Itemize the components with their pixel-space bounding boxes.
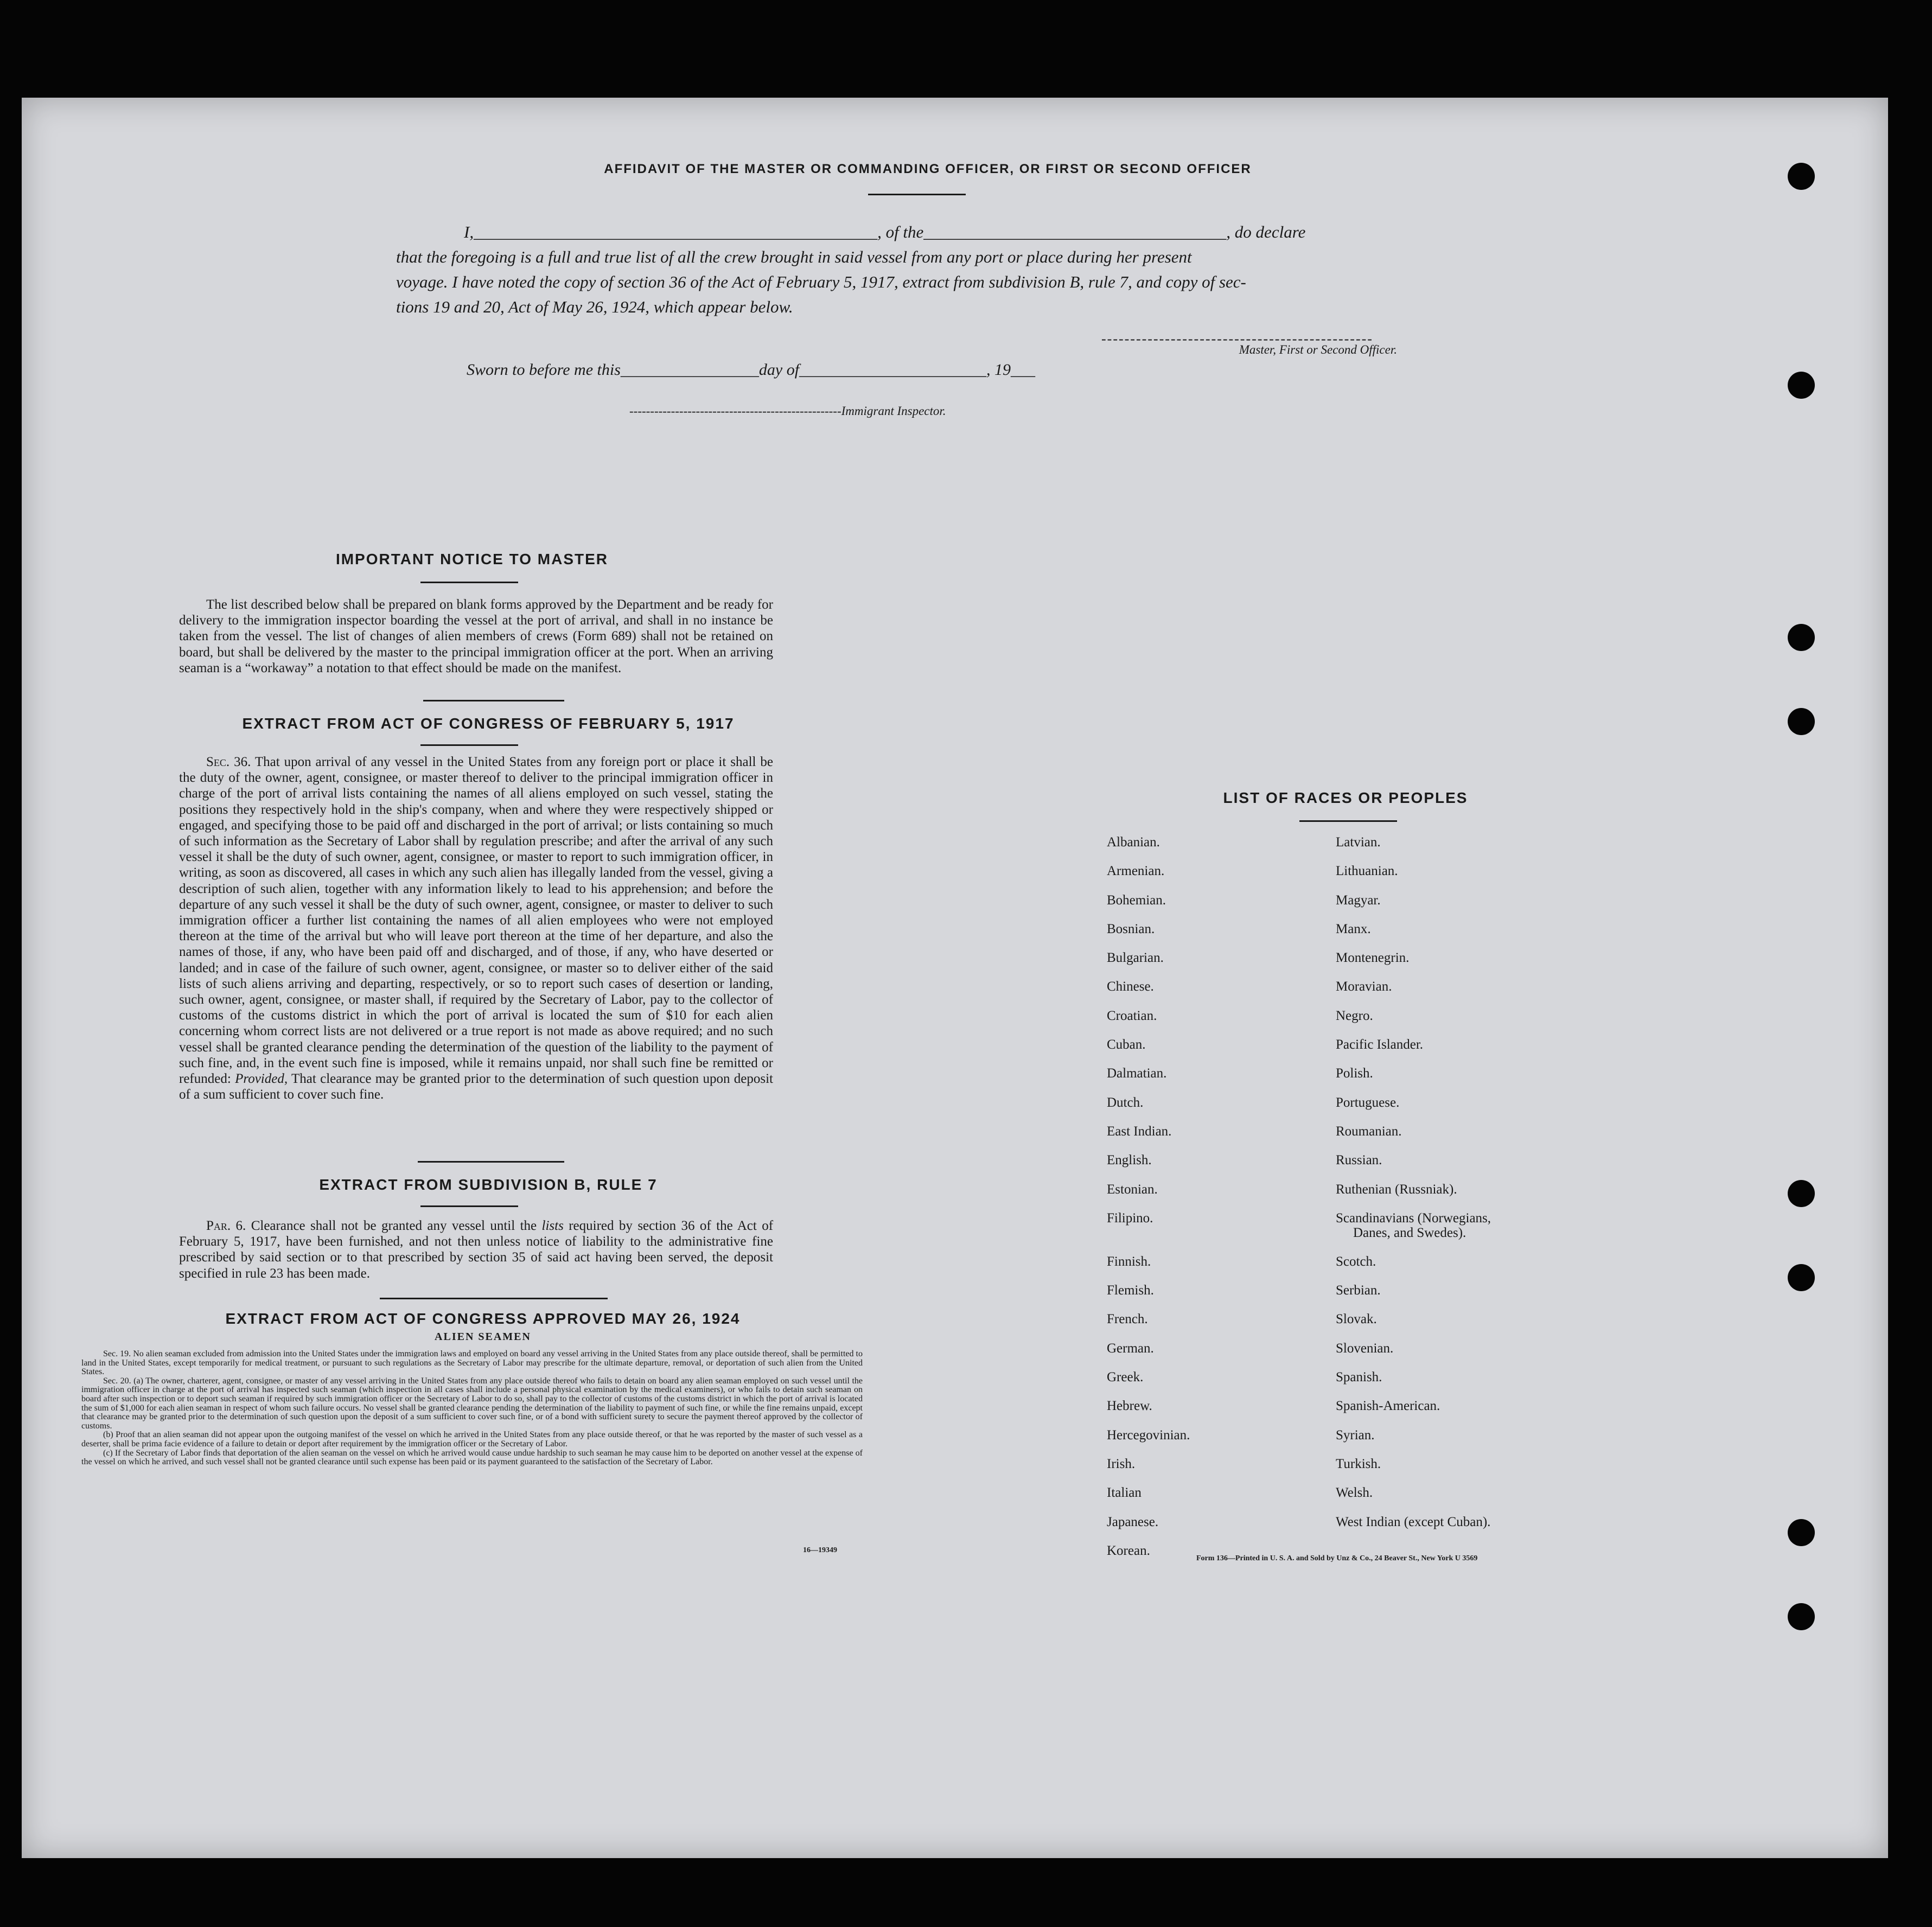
declaration-line-4: tions 19 and 20, Act of May 26, 1924, which appear below.: [396, 297, 793, 316]
races-title: LIST OF RACES OR PEOPLES: [1223, 789, 1468, 806]
race-item: English.: [1107, 1153, 1152, 1168]
race-item: Slovenian.: [1336, 1341, 1394, 1356]
race-item: Albanian.: [1107, 835, 1160, 850]
rule-7-title: EXTRACT FROM SUBDIVISION B, RULE 7: [319, 1176, 658, 1193]
race-item: Croatian.: [1107, 1008, 1157, 1023]
race-item: Manx.: [1336, 921, 1371, 936]
punch-hole: [1788, 1519, 1815, 1546]
provided-label: Provided,: [235, 1071, 288, 1087]
race-item: Filipino.: [1107, 1210, 1153, 1226]
declaration-text: [396, 220, 1449, 320]
race-item: Moravian.: [1336, 979, 1392, 994]
divider: [418, 1161, 564, 1163]
race-item: Armenian.: [1107, 864, 1165, 879]
race-item: Roumanian.: [1336, 1124, 1402, 1139]
section-20b-text: (b) Proof that an alien seaman did not appear upon the outgoing manifest of the vessel on which he arrived in the United States from any place outside thereof, or that he was reported by the master of such vessel as a deserter, shall be prima facie evidence of a failure to detain or deport after requirement by the immigration officer or the Secretary of Labor.: [81, 1430, 863, 1449]
section-20c-text: (c) If the Secretary of Labor finds that deportation of the alien seaman on the vessel on which he arrived would cause undue hardship to such seaman he may cause him to be deported on another vessel at the expense of the vessel on which he arrived, and such vessel shall not be granted clearance until such expense has been paid or its payment guaranteed to the satisfaction of the Secretary of Labor.: [81, 1448, 863, 1467]
race-item: Welsh.: [1336, 1485, 1373, 1501]
race-item: Greek.: [1107, 1370, 1144, 1385]
race-item: Serbian.: [1336, 1283, 1381, 1298]
race-item: Spanish-American.: [1336, 1399, 1440, 1414]
race-item: Scandinavians (Norwegians,: [1336, 1210, 1491, 1226]
punch-hole: [1788, 163, 1815, 190]
race-item: Bosnian.: [1107, 921, 1155, 936]
printer-note: Form 136—Printed in U. S. A. and Sold by Unz & Co., 24 Beaver St., New York U 3569: [1196, 1554, 1478, 1562]
divider: [420, 582, 518, 583]
section-36: [179, 754, 773, 1102]
race-item: Bohemian.: [1107, 892, 1166, 908]
notice-body: [179, 597, 773, 676]
punch-hole: [1788, 1264, 1815, 1291]
race-item: Magyar.: [1336, 892, 1381, 908]
race-item: Spanish.: [1336, 1370, 1382, 1385]
sections-19-20: [81, 1350, 863, 1467]
race-item: Negro.: [1336, 1008, 1373, 1023]
section-36-label: Sec. 36.: [206, 755, 251, 769]
punch-hole: [1788, 1603, 1815, 1630]
section-36-text: That upon arrival of any vessel in the United States from any foreign port or place it shall be the duty of the owner, agent, consignee, or master thereof to deliver to the principal immigration officer in charge of the port of arrival lists containing the names of all aliens employed on such vessel, stating the positions they respectively hold in the ship's company, when and where they were respectively shipped or engaged, and specifying those to be paid off and discharged in the port of arrival; or lists containing so much of such information as the Secretary of Labor shall by regulation prescribe; and after the arrival of any such vessel it shall be the duty of such owner, agent, consignee, or master to report to such immigration officer, in writing, as soon as discovered, all cases in which any such alien has illegally landed from the vessel, giving a description of such alien, together with any information likely to lead to his apprehension; and before the departure of any such vessel it shall be the duty of such owner, agent, consignee, or master to deliver to such immigration officer a further list containing the names of all alien employees who were not employed thereon at the time of the arrival but who will leave port thereon at the time of her departure, and also the names of those, if any, who have been paid off and discharged, and of those, if any, who have deserted or landed; and in case of the failure of such owner, agent, consignee, or master so to deliver either of the said lists of such aliens arriving and departing, respectively, or so to report such cases of desertion or landing, such owner, agent, consignee, or master shall, if required by the Secretary of Labor, pay to the collector of customs of the customs district in which the port of arrival is located the sum of $10 for each alien concerning whom correct lists are not delivered or a true report is not made as above required; and no such vessel shall be granted clearance pending the determination of the question of the liability to the payment of such fine, and, in the event such fine is imposed, while it remains unpaid, nor shall such fine be remitted or refunded:: [179, 755, 774, 1087]
divider: [420, 744, 518, 746]
divider: [1299, 820, 1397, 822]
race-item: Lithuanian.: [1336, 864, 1398, 879]
race-item: Italian: [1107, 1485, 1142, 1501]
extract-1924-title: EXTRACT FROM ACT OF CONGRESS APPROVED MAY 26, 1924: [225, 1310, 741, 1327]
race-item: Estonian.: [1107, 1182, 1158, 1197]
race-item: Chinese.: [1107, 979, 1154, 994]
par-6-text-b: required by section 36 of the Act of February 5, 1917, have been furnished, and not then unless notice of liability to the administrative fine prescribed by said section or to that prescribed by section 35 of said act having been served, the deposit specified in rule 23 has been made.: [179, 1218, 774, 1281]
section-19-text: Sec. 19. No alien seaman excluded from admission into the United States under the immigration laws and employed on board any vessel arriving in the United States from any place outside thereof, shall be permitted to land in the United States, except temporarily for medical treatment, or pursuant to such regulations as the Secretary of Labor may prescribe for the ultimate departure, removal, or deportation of such alien from the United States.: [81, 1349, 863, 1377]
race-item: Bulgarian.: [1107, 950, 1164, 966]
lists-word: lists: [541, 1218, 564, 1233]
section-36-text-end: That clearance may be granted prior to the determination of such question upon deposit of a sum sufficient to cover such fine.: [179, 1071, 773, 1102]
race-item: Pacific Islander.: [1336, 1037, 1424, 1052]
race-item: French.: [1107, 1312, 1148, 1327]
race-item: Finnish.: [1107, 1254, 1151, 1269]
declaration-line-3: voyage. I have noted the copy of section 36 of the Act of February 5, 1917, extract from subdivision B, rule 7, and copy of sec-: [396, 272, 1246, 291]
race-item: Syrian.: [1336, 1427, 1375, 1443]
alien-seamen-subtitle: ALIEN SEAMEN: [435, 1331, 531, 1343]
divider: [423, 700, 564, 701]
race-item: East Indian.: [1107, 1124, 1172, 1139]
divider: [420, 1205, 518, 1207]
punch-hole: [1788, 1180, 1815, 1207]
race-item: West Indian (except Cuban).: [1336, 1514, 1491, 1529]
races-right-column: [1336, 834, 1491, 1543]
race-item: Korean.: [1107, 1543, 1150, 1558]
section-20a-text: Sec. 20. (a) The owner, charterer, agent, consignee, or master of any vessel arriving in the United States from any place outside thereof who fails to detain on board any alien seaman employed on such vessel until the immigration officer in charge at the port of arrival has inspected such seaman (which inspection in all cases shall include a personal physical examination by the medical examiners), or who fails to detain such seaman on board after such inspection or to deport such seaman if required by such immigration officer or the Secretary of Labor to do so, shall pay to the collector of customs of the customs district in which the port of arrival is located the sum of $1,000 for each alien seaman in respect of whom such failure occurs. No vessel shall be granted clearance pending the determination of the liability to payment of such fine, or while the fine remains unpaid, except that clearance may be granted prior to the determination of such question upon the deposit of a sum sufficient to cover such fine, or of a bond with sufficient surety to secure the payment thereof approved by the collector of customs.: [81, 1376, 863, 1431]
race-item: Hercegovinian.: [1107, 1427, 1190, 1443]
race-item: Cuban.: [1107, 1037, 1146, 1052]
race-item: Scotch.: [1336, 1254, 1376, 1269]
race-item: Turkish.: [1336, 1456, 1381, 1471]
race-item: Polish.: [1336, 1066, 1373, 1081]
race-item: Slovak.: [1336, 1312, 1377, 1327]
race-item: Japanese.: [1107, 1514, 1159, 1529]
declaration-line-1: I,________________________________________________, of the____________________________________, do declare: [464, 222, 1306, 241]
divider: [380, 1298, 608, 1299]
signature-label: Master, First or Second Officer.: [1239, 343, 1397, 356]
race-item: Irish.: [1107, 1456, 1136, 1471]
punch-hole: [1788, 708, 1815, 735]
race-item: Ruthenian (Russniak).: [1336, 1182, 1457, 1197]
extract-1917-title: EXTRACT FROM ACT OF CONGRESS OF FEBRUARY 5, 1917: [242, 715, 735, 732]
inspector-line: ---------------------------------------------------Immigrant Inspector.: [629, 404, 946, 418]
par-6-text-a: Clearance shall not be granted any vessel until the: [251, 1218, 537, 1233]
race-item: Latvian.: [1336, 835, 1381, 850]
notice-title: IMPORTANT NOTICE TO MASTER: [335, 551, 609, 567]
par-6-label: Par. 6.: [206, 1218, 246, 1233]
par-6: [179, 1218, 773, 1281]
race-item: Flemish.: [1107, 1283, 1154, 1298]
race-item: Hebrew.: [1107, 1399, 1152, 1414]
races-left-column: [1107, 834, 1190, 1572]
punch-hole: [1788, 372, 1815, 399]
sworn-line: Sworn to before me this_________________day of_______________________, 19___: [467, 361, 1036, 379]
declaration-line-2: that the foregoing is a full and true list of all the crew brought in said vessel from any port or place during her present: [396, 247, 1192, 266]
race-item: Dutch.: [1107, 1095, 1144, 1110]
signature-line: -----------------------------------------------: [1101, 331, 1373, 347]
race-item: Dalmatian.: [1107, 1066, 1167, 1081]
race-item: Montenegrin.: [1336, 950, 1410, 966]
form-number: 16—19349: [803, 1546, 837, 1554]
race-item: Russian.: [1336, 1153, 1382, 1168]
punch-hole: [1788, 624, 1815, 651]
notice-text: The list described below shall be prepared on blank forms approved by the Department and be ready for delivery to the immigration inspector boarding the vessel at the port of arrival, and shall in no instance be taken from the vessel. The list of changes of alien members of crews (Form 689) shall not be retained on board, but shall be delivered by the master to the principal immigration officer at the port. When an arriving seaman is a “workaway” a notation to that effect should be made on the manifest.: [179, 597, 773, 675]
race-item: German.: [1107, 1341, 1154, 1356]
affidavit-title: AFFIDAVIT OF THE MASTER OR COMMANDING OFFICER, OR FIRST OR SECOND OFFICER: [604, 162, 1252, 176]
race-item: Danes, and Swedes).: [1353, 1225, 1466, 1240]
race-item: Portuguese.: [1336, 1095, 1400, 1110]
divider: [868, 194, 966, 195]
